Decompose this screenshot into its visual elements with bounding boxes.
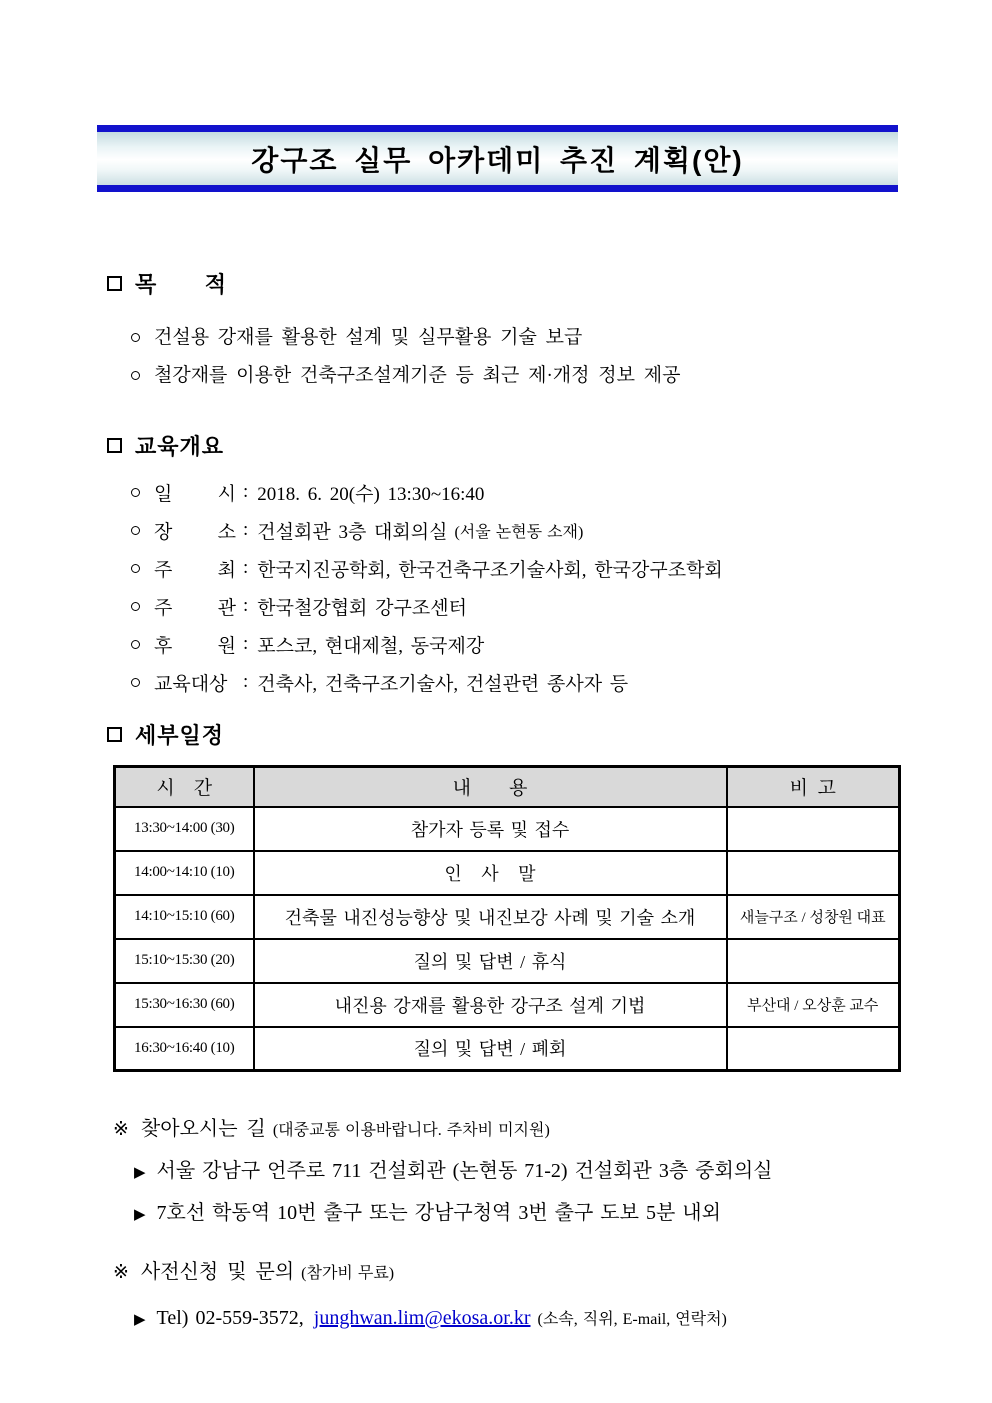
cell-time: 15:10~15:30 (20) <box>115 939 254 983</box>
section-title-schedule: 세부일정 <box>135 723 225 748</box>
overview-label: 주 관 <box>154 597 236 619</box>
section-heading-purpose <box>107 268 992 299</box>
contact-title-note: (참가비 무료) <box>301 1265 395 1282</box>
overview-label: 주 최 <box>154 559 236 581</box>
circle-bullet-icon <box>131 640 140 649</box>
arrow-right-icon: ▶ <box>134 1165 146 1181</box>
table-row <box>115 807 900 851</box>
overview-row <box>131 473 992 511</box>
purpose-item <box>131 361 992 390</box>
cell-time: 16:30~16:40 (10) <box>115 1027 254 1071</box>
table-row <box>115 983 900 1027</box>
overview-label: 후 원 <box>154 635 236 657</box>
square-bullet-icon <box>107 438 122 453</box>
contact-heading <box>113 1255 992 1284</box>
colon-separator: : <box>243 519 249 540</box>
overview-value: 포스코, 현대제철, 동국제강 <box>257 635 485 657</box>
cell-content: 내진용 강재를 활용한 강구조 설계 기법 <box>254 983 727 1027</box>
table-row <box>115 1027 900 1071</box>
direction-item-text: 7호선 학동역 10번 출구 또는 강남구청역 3번 출구 도보 5분 내외 <box>156 1202 721 1224</box>
cell-time: 15:30~16:30 (60) <box>115 983 254 1027</box>
overview-label: 교육대상 <box>154 673 228 695</box>
arrow-right-icon: ▶ <box>134 1207 146 1223</box>
overview-value: 2018. 6. 20(수) 13:30~16:40 <box>257 483 485 505</box>
contact-title: 사전신청 및 문의 <box>140 1261 295 1283</box>
table-row <box>115 939 900 983</box>
tel-text: Tel) 02-559-3572, <box>156 1307 304 1329</box>
circle-bullet-icon <box>131 602 140 611</box>
overview-value: 건축사, 건축구조기술사, 건설관련 종사자 등 <box>257 673 629 695</box>
reference-mark-icon: ※ <box>113 1119 129 1140</box>
colon-separator: : <box>243 633 249 654</box>
directions-heading <box>113 1112 992 1141</box>
cell-remark: 새늘구조 / 성창원 대표 <box>727 895 900 939</box>
cell-content: 인 사 말 <box>254 851 727 895</box>
cell-content: 질의 및 답변 / 휴식 <box>254 939 727 983</box>
cell-time: 14:10~15:10 (60) <box>115 895 254 939</box>
overview-rows <box>0 473 992 701</box>
reference-mark-icon: ※ <box>113 1262 129 1283</box>
header-content: 내 용 <box>254 767 727 807</box>
header-time: 시 간 <box>115 767 254 807</box>
cell-remark: 부산대 / 오상훈 교수 <box>727 983 900 1027</box>
contact-fields-note: (소속, 직위, E-mail, 연락처) <box>537 1311 727 1328</box>
overview-label: 일 시 <box>154 483 236 505</box>
cell-remark <box>727 851 900 895</box>
cell-remark <box>727 807 900 851</box>
cell-content: 참가자 등록 및 접수 <box>254 807 727 851</box>
section-heading-schedule <box>107 719 992 750</box>
overview-row <box>131 511 992 549</box>
colon-separator: : <box>243 671 249 692</box>
overview-value: 건설회관 3층 대회의실 <box>257 521 448 543</box>
table-header-row <box>115 767 900 807</box>
overview-value-note: (서울 논현동 소재) <box>454 523 584 541</box>
circle-bullet-icon <box>131 333 140 342</box>
section-title-purpose: 목 적 <box>135 272 227 297</box>
overview-value: 한국지진공학회, 한국건축구조기술사회, 한국강구조학회 <box>257 559 723 581</box>
overview-row <box>131 625 992 663</box>
overview-value: 한국철강협회 강구조센터 <box>257 597 467 619</box>
colon-separator: : <box>243 557 249 578</box>
cell-remark <box>727 1027 900 1071</box>
arrow-right-icon: ▶ <box>134 1312 146 1328</box>
purpose-item-text: 건설용 강재를 활용한 설계 및 실무활용 기술 보급 <box>154 327 583 348</box>
title-banner <box>97 125 898 192</box>
square-bullet-icon <box>107 276 122 291</box>
cell-content: 질의 및 답변 / 폐회 <box>254 1027 727 1071</box>
table-row <box>115 895 900 939</box>
email-link[interactable]: junghwan.lim@ekosa.or.kr <box>313 1307 531 1329</box>
purpose-item <box>131 323 992 352</box>
direction-item <box>134 1151 992 1193</box>
circle-bullet-icon <box>131 526 140 535</box>
table-row <box>115 851 900 895</box>
square-bullet-icon <box>107 727 122 742</box>
cell-time: 13:30~14:00 (30) <box>115 807 254 851</box>
header-remark: 비 고 <box>727 767 900 807</box>
page-title: 강구조 실무 아카데미 추진 계획(안) <box>251 144 744 176</box>
colon-separator: : <box>243 481 249 502</box>
section-heading-overview <box>107 430 992 461</box>
direction-item <box>134 1193 992 1235</box>
colon-separator: : <box>243 595 249 616</box>
circle-bullet-icon <box>131 564 140 573</box>
overview-row <box>131 663 992 701</box>
purpose-item-text: 철강재를 이용한 건축구조설계기준 등 최근 제·개정 정보 제공 <box>154 365 681 386</box>
circle-bullet-icon <box>131 371 140 380</box>
contact-line <box>134 1296 992 1342</box>
circle-bullet-icon <box>131 488 140 497</box>
direction-item-text: 서울 강남구 언주로 711 건설회관 (논현동 71-2) 건설회관 3층 중회의실 <box>156 1160 773 1182</box>
cell-content: 건축물 내진성능향상 및 내진보강 사례 및 기술 소개 <box>254 895 727 939</box>
overview-row <box>131 549 992 587</box>
schedule-table <box>113 765 901 1072</box>
cell-time: 14:00~14:10 (10) <box>115 851 254 895</box>
section-title-overview: 교육개요 <box>135 434 225 459</box>
cell-remark <box>727 939 900 983</box>
directions-title: 찾아오시는 길 <box>140 1118 266 1140</box>
overview-row <box>131 587 992 625</box>
directions-title-note: (대중교통 이용바랍니다. 주차비 미지원) <box>272 1122 550 1139</box>
directions-items <box>0 1151 992 1235</box>
circle-bullet-icon <box>131 678 140 687</box>
overview-label: 장 소 <box>154 521 236 543</box>
